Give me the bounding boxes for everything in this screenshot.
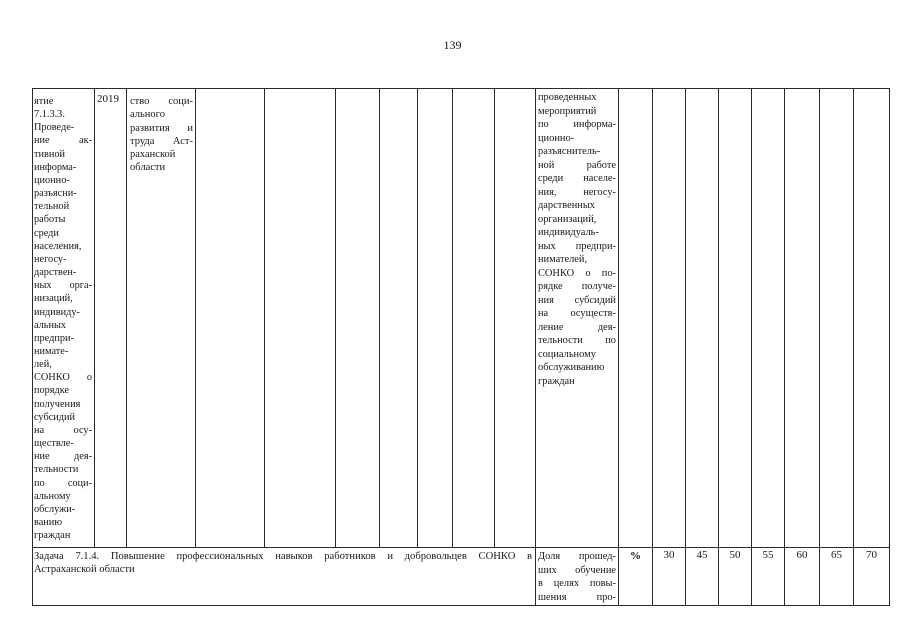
table-right-border <box>889 88 890 606</box>
column-divider <box>417 88 418 547</box>
column-divider <box>335 88 336 547</box>
column-divider <box>379 88 380 547</box>
column-divider <box>94 88 95 547</box>
column-divider <box>853 88 854 606</box>
activity-description-cell: ятие 7.1.3.3. Проведе- ние ак- тивной информа- ционно- разъясни- тельной работы среди населения, негосу- дарствен- ных орга- низаций, индивиду- альных предпри- нимате- лей, СОНКО о порядке получения субсидий на осу- ществле- ние дея- тельности по соци- альному обслужи- ванию граждан <box>34 96 92 542</box>
column-divider <box>264 88 265 547</box>
task-title-cell: Задача 7.1.4. Повышение профессиональных навыков работников и добровольцев СОНКО в Астраханской области <box>34 551 532 575</box>
column-divider <box>126 88 127 547</box>
column-divider <box>751 88 752 606</box>
value-cell: 55 <box>762 549 774 561</box>
table-left-border <box>32 88 33 606</box>
responsible-executor-cell: ство соци- ального развития и труда Аст- раханской области <box>130 96 193 174</box>
indicator-cell: проведенных мероприятий по информа- ционно- разъяснитель- ной работе среди населе- ния, негосу- дарственных организаций, индивидуаль- ных предпри- нимателей, СОНКО о по- рядке получе- ния субсидий на осуществ- ление дея- тельности по социальному обслуживанию граждан <box>538 92 616 387</box>
value-cell: 70 <box>866 549 877 561</box>
program-table <box>32 88 890 606</box>
value-cell: 65 <box>831 549 842 561</box>
unit-cell: % <box>630 550 641 562</box>
column-divider <box>819 88 820 606</box>
column-divider <box>784 88 785 606</box>
value-cell: 45 <box>696 549 708 561</box>
year-cell: 2019 <box>97 93 119 105</box>
column-divider <box>452 88 453 547</box>
task-indicator-cell: Доля прошед- ших обучение в целях повы- шения про- <box>538 551 616 603</box>
column-divider <box>494 88 495 547</box>
column-divider <box>535 88 536 606</box>
column-divider <box>652 88 653 606</box>
page-number: 139 <box>443 38 462 52</box>
column-divider <box>618 88 619 606</box>
table-bottom-border <box>32 605 890 606</box>
value-cell: 50 <box>729 549 741 561</box>
column-divider <box>718 88 719 606</box>
column-divider <box>685 88 686 606</box>
column-divider <box>195 88 196 547</box>
table-top-border <box>32 88 890 89</box>
value-cell: 60 <box>796 549 808 561</box>
value-cell: 30 <box>663 549 675 561</box>
row-divider <box>32 547 890 548</box>
